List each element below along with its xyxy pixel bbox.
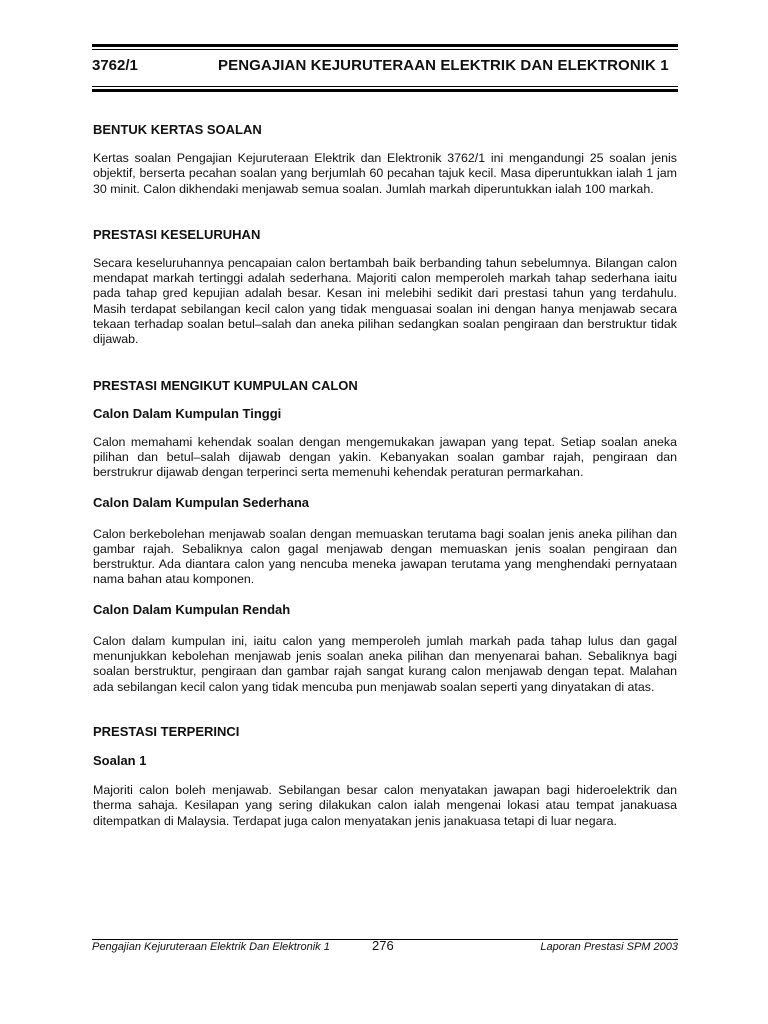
section-heading-terperinci: PRESTASI TERPERINCI bbox=[93, 723, 240, 739]
header-rule-bottom bbox=[92, 89, 678, 92]
section-text-bentuk: Kertas soalan Pengajian Kejuruteraan Elektrik dan Elektronik 3762/1 ini mengandungi 25 soalan jenis objektif, berserta pecahan soalan yang berjumlah 60 pecahan tajuk kecil. Masa diperuntukkan ialah 1 jam 30 minit. Calon dikhendaki menjawab semua soalan. Jumlah markah diperuntukkan ialah 100 markah. bbox=[93, 151, 677, 196]
section-heading-keseluruhan: PRESTASI KESELURUHAN bbox=[93, 226, 261, 242]
text-kumpulan-rendah: Calon dalam kumpulan ini, iaitu calon yang memperoleh jumlah markah pada tahap lulus dan gagal menunjukkan kebolehan menjawab jenis soalan aneka pilihan dan menyenarai bahan. Sebaliknya bagi soalan berstruktur, pengiraan dan gambar rajah sangat kurang calon menjawab dengan tepat. Malahan ada sebilangan kecil calon yang tidak mencuba pun menjawab soalan seperti yang dinyatakan di atas. bbox=[93, 633, 677, 694]
section-heading-bentuk: BENTUK KERTAS SOALAN bbox=[93, 122, 262, 137]
page-number: 276 bbox=[372, 938, 394, 953]
text-kumpulan-sederhana: Calon berkebolehan menjawab soalan dengan memuaskan terutama bagi soalan jenis aneka pilihan dan gambar rajah. Sebaliknya calon gagal menjawab dengan memuaskan jenis soalan pengiraan dan berstruktur. Ada diantara calon yang nencuba meneka jawapan terutama yang menghendaki pernyataan nama bahan atau komponen. bbox=[93, 526, 677, 587]
subheading-kumpulan-tinggi: Calon Dalam Kumpulan Tinggi bbox=[93, 405, 282, 421]
header-rule-top-thin bbox=[92, 49, 678, 50]
subheading-kumpulan-sederhana: Calon Dalam Kumpulan Sederhana bbox=[93, 494, 309, 510]
text-soalan-1: Majoriti calon boleh menjawab. Sebilangan besar calon menyatakan jawapan bagi hideroelektrik dan therma sahaja. Kesilapan yang sering dilakukan calon ialah mengenai lokasi atau tempat janakuasa ditempatkan di Malaysia. Terdapat juga calon menyatakan jenis janakuasa tetapi di luar negara. bbox=[93, 782, 677, 828]
section-heading-kumpulan: PRESTASI MENGIKUT KUMPULAN CALON bbox=[93, 377, 358, 393]
report-content bbox=[93, 121, 677, 829]
text-kumpulan-tinggi: Calon memahami kehendak soalan dengan mengemukakan jawapan yang tepat. Setiap soalan aneka pilihan dan betul–salah dijawab dengan yakin. Kebanyakan soalan gambar rajah, pengiraan dan berstrukrur dijawab dengan terperinci serta memenuhi kehendak peraturan permarkahan. bbox=[93, 434, 677, 480]
header-rule-top bbox=[92, 44, 678, 47]
paper-code: 3762/1 bbox=[92, 57, 138, 74]
section-text-keseluruhan: Secara keseluruhannya pencapaian calon bertambah baik berbanding tahun sebelumnya. Bilangan calon mendapat markah tertinggi adalah sederhana. Majoriti calon memperoleh markah tahap sederhana iaitu pada tahap gred kepujian adalah besar. Kesan ini melebihi sedikit dari prestasi tahun yang terdahulu. Masih terdapat sebilangan kecil calon yang tidak menguasai soalan ini dengan hanya menjawab secara tekaan terhadap soalan betul–salah dan aneka pilihan sedangkan soalan pengiraan dan berstruktur tidak dijawab. bbox=[93, 255, 677, 347]
subheading-kumpulan-rendah: Calon Dalam Kumpulan Rendah bbox=[93, 601, 291, 617]
paper-title: PENGAJIAN KEJURUTERAAN ELEKTRIK DAN ELEKTRONIK 1 bbox=[218, 57, 669, 74]
header-rule-bottom-thin bbox=[92, 86, 678, 87]
footer-report-title: Laporan Prestasi SPM 2003 bbox=[540, 941, 678, 953]
footer-subject: Pengajian Kejuruteraan Elektrik Dan Elektronik 1 bbox=[92, 941, 330, 953]
subheading-soalan-1: Soalan 1 bbox=[93, 752, 147, 768]
